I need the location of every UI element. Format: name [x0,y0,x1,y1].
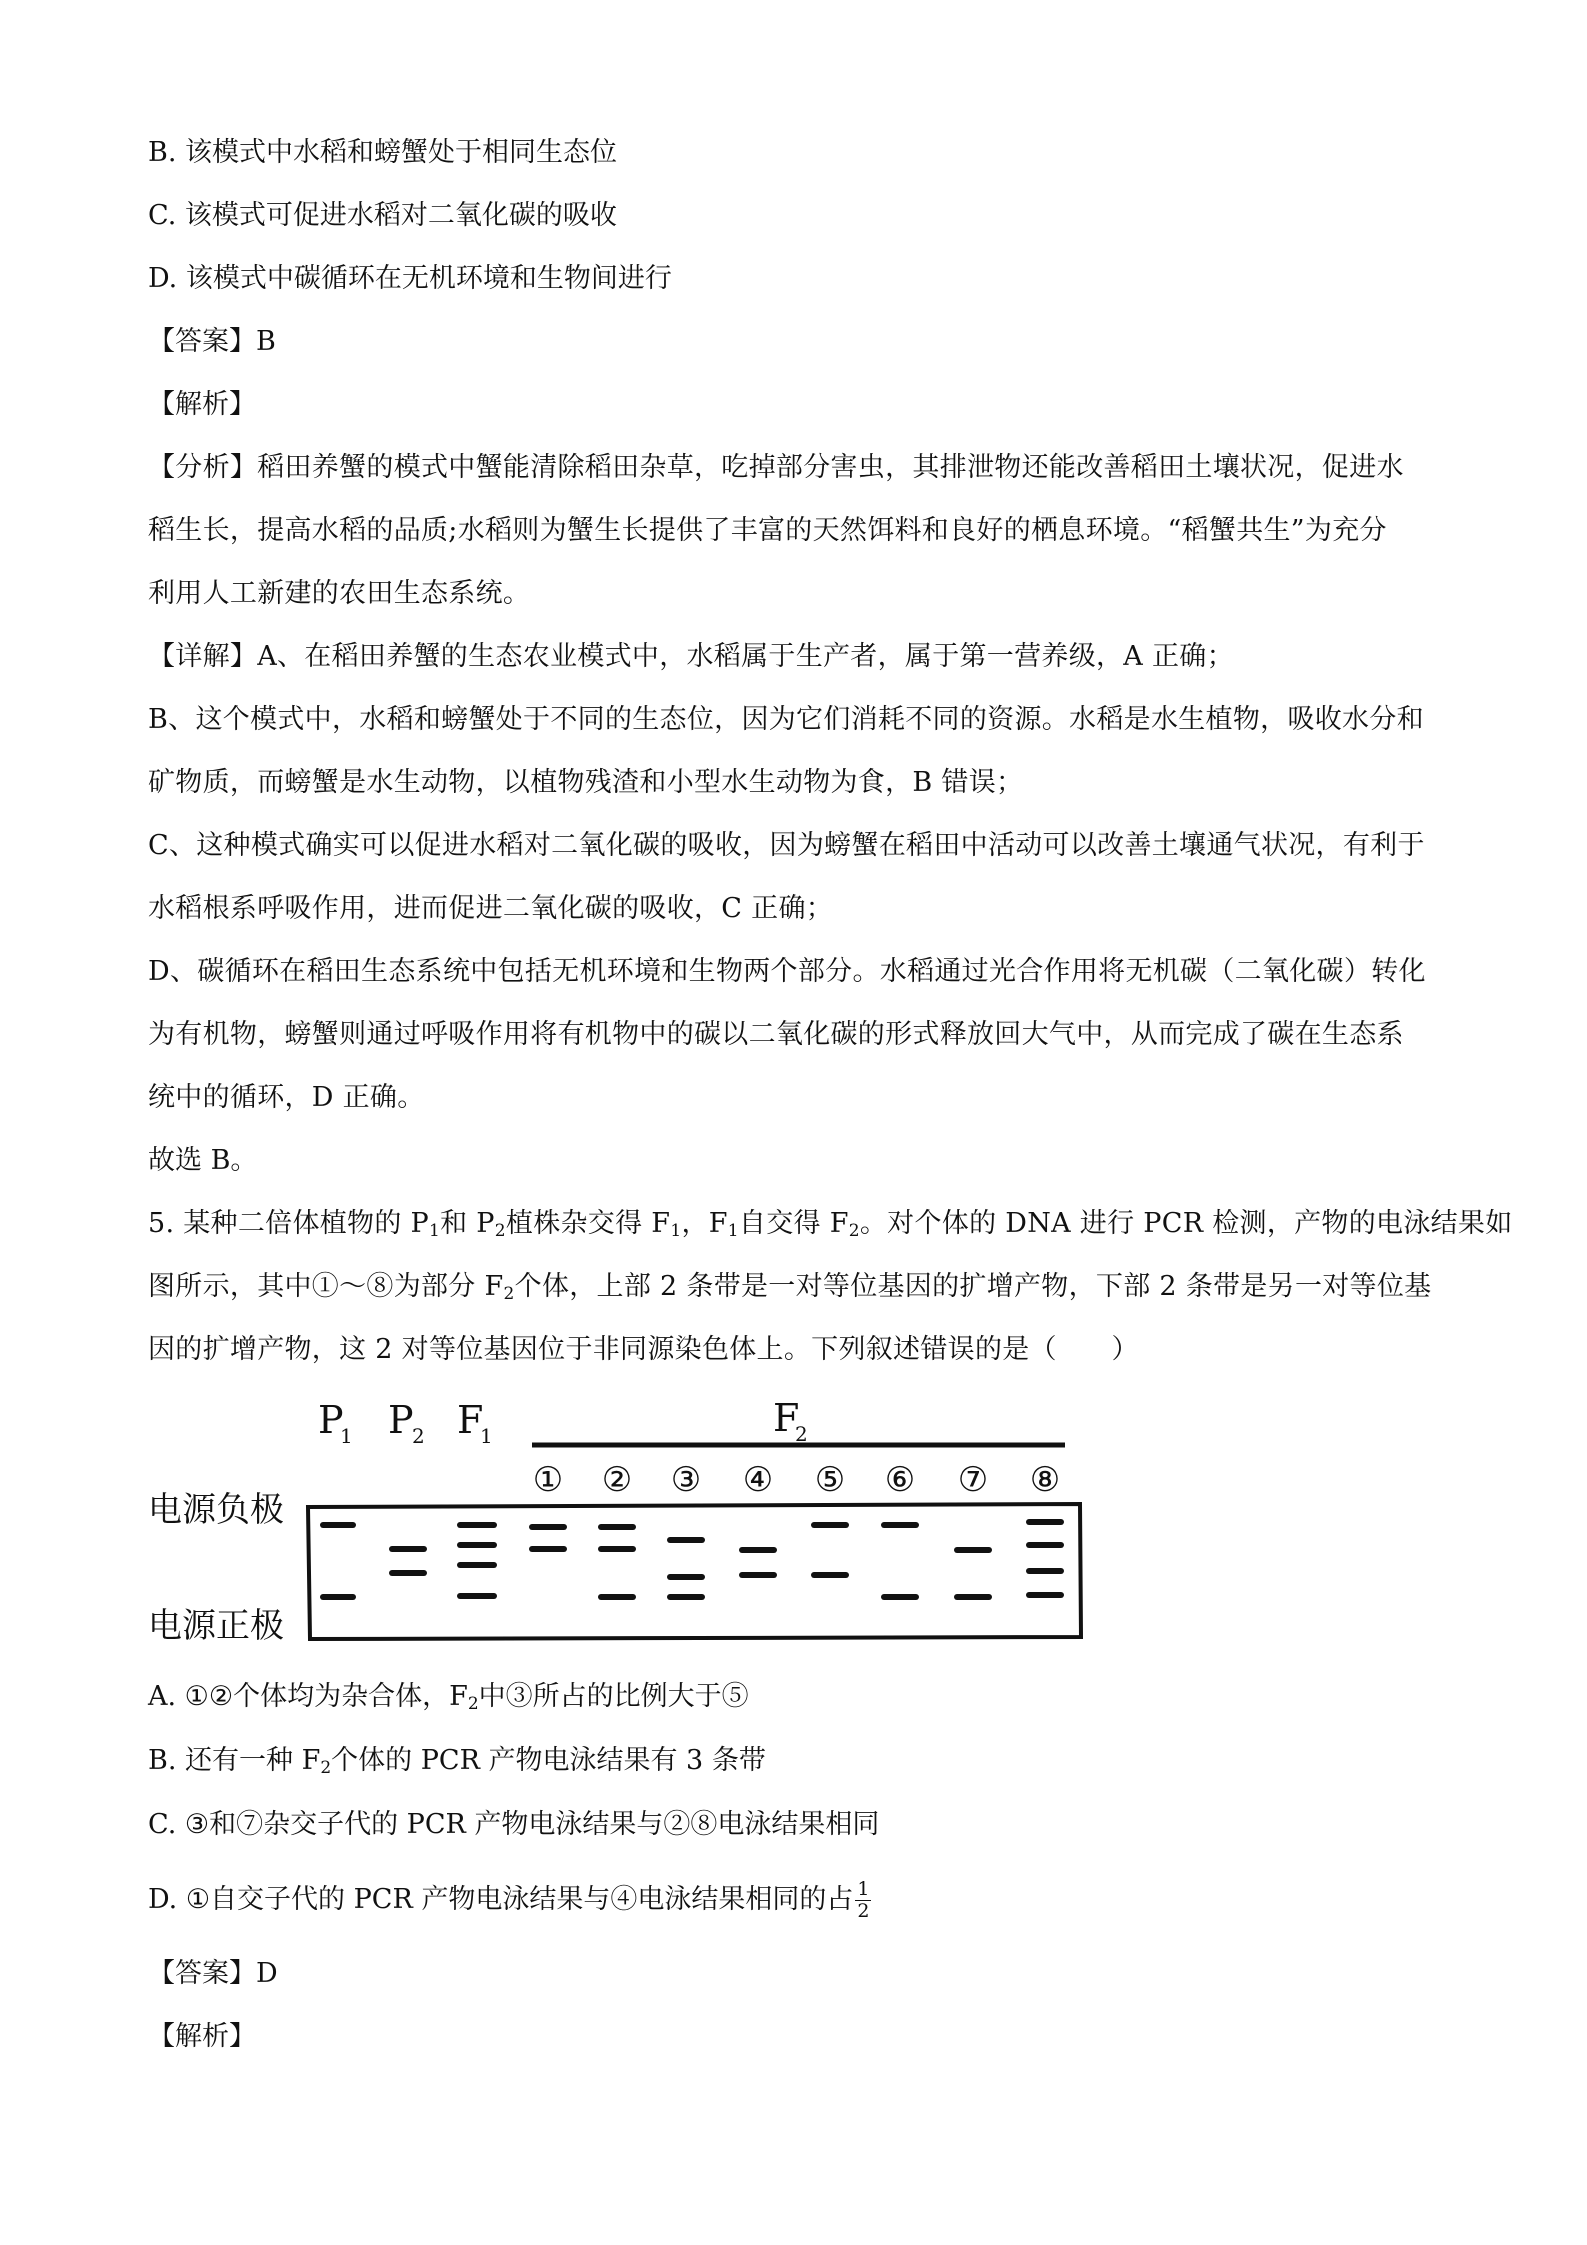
p2-label: P [388,1398,414,1442]
q4-detail-line: 水稻根系呼吸作用，进而促进二氧化碳的吸收，C 正确； [148,893,834,924]
q5-analysis-heading: 【解析】 [148,2021,256,2052]
q4-answer: 【答案】B [148,326,276,357]
fraction-one-half: $\frac{1}{2}$ [857,1878,870,1922]
q4-conclusion: 故选 B。 [148,1145,258,1176]
lane-number-3: ③ [670,1460,702,1500]
q5-answer: 【答案】D [148,1958,278,1989]
q4-option-c: C. 该模式可促进水稻对二氧化碳的吸收 [148,200,617,231]
q5-stem-line-2: 图所示，其中①～⑧为部分 $F_2$个体，上部 2 条带是一对等位基因的扩增产物，下部 2 条带是另一对等位基 [148,1271,1432,1304]
q5-stem-line-1: 5. 某种二倍体植物的 $P_1$和 $P_2$植株杂交得 $F_1$，$F_1$自交得 $F_2$。对个体的 DNA 进行 PCR 检测，产物的电泳结果如 [148,1208,1513,1241]
lane-number-1: ① [532,1460,564,1500]
electrophoresis-figure [140,1375,1090,1650]
lane-number-7: ⑦ [957,1460,989,1500]
positive-pole-label: 电源正极 [148,1606,284,1646]
p1-sub: 1 [340,1424,353,1448]
q5-option-d: D. ①自交子代的 PCR 产物电泳结果与④电泳结果相同的占 $\frac{1}{2}$ [148,1878,870,1922]
q4-detail-line: D、碳循环在稻田生态系统中包括无机环境和生物两个部分。水稻通过光合作用将无机碳（二氧化碳）转化 [148,956,1426,987]
lane-number-8: ⑧ [1029,1460,1061,1500]
p2-sub: 2 [412,1424,425,1448]
q4-detail-line: B、这个模式中，水稻和螃蟹处于不同的生态位，因为它们消耗不同的资源。水稻是水生植物，吸收水分和 [148,704,1424,735]
lane-number-2: ② [601,1460,633,1500]
f2-sub: 2 [795,1422,808,1446]
negative-pole-label: 电源负极 [148,1490,284,1530]
q4-option-d: D. 该模式中碳循环在无机环境和生物间进行 [148,263,672,294]
f1-label: F [457,1398,484,1442]
lane-number-5: ⑤ [814,1460,846,1500]
q4-detail-line: 为有机物，螃蟹则通过呼吸作用将有机物中的碳以二氧化碳的形式释放回大气中，从而完成了碳在生态系 [148,1019,1404,1050]
gel-bands [323,1522,1061,1597]
p1-label: P [318,1398,344,1442]
q4-detail-line: 【详解】A、在稻田养蟹的生态农业模式中，水稻属于生产者，属于第一营养级，A 正确； [148,641,1234,672]
q4-fenxi-line: 稻生长，提高水稻的品质;水稻则为蟹生长提供了丰富的天然饵料和良好的栖息环境。“稻蟹共生”为充分 [148,515,1387,546]
q4-analysis-heading: 【解析】 [148,389,256,420]
f2-label: F [773,1396,800,1440]
q4-fenxi-line: 利用人工新建的农田生态系统。 [148,578,531,609]
q5-option-c: C. ③和⑦杂交子代的 PCR 产物电泳结果与②⑧电泳结果相同 [148,1809,880,1840]
q5-stem-line-3: 因的扩增产物，这 2 对等位基因位于非同源染色体上。下列叙述错误的是（ ） [148,1334,1139,1365]
q4-fenxi-line: 【分析】稻田养蟹的模式中蟹能清除稻田杂草，吃掉部分害虫，其排泄物还能改善稻田土壤状况，促进水 [148,452,1404,483]
q5-option-a: A. ①②个体均为杂合体，$F_2$中③所占的比例大于⑤ [148,1681,749,1714]
lane-number-6: ⑥ [884,1460,916,1500]
q4-detail-line: 矿物质，而螃蟹是水生动物，以植物残渣和小型水生动物为食，B 错误； [148,767,1024,798]
q4-detail-line: C、这种模式确实可以促进水稻对二氧化碳的吸收，因为螃蟹在稻田中活动可以改善土壤通气状况，有利于 [148,830,1425,861]
q5-option-b: B. 还有一种 $F_2$个体的 PCR 产物电泳结果有 3 条带 [148,1745,766,1778]
q4-option-b: B. 该模式中水稻和螃蟹处于相同生态位 [148,137,618,168]
f1-sub: 1 [480,1424,493,1448]
lane-number-4: ④ [742,1460,774,1500]
q4-detail-line: 统中的循环，D 正确。 [148,1082,425,1113]
